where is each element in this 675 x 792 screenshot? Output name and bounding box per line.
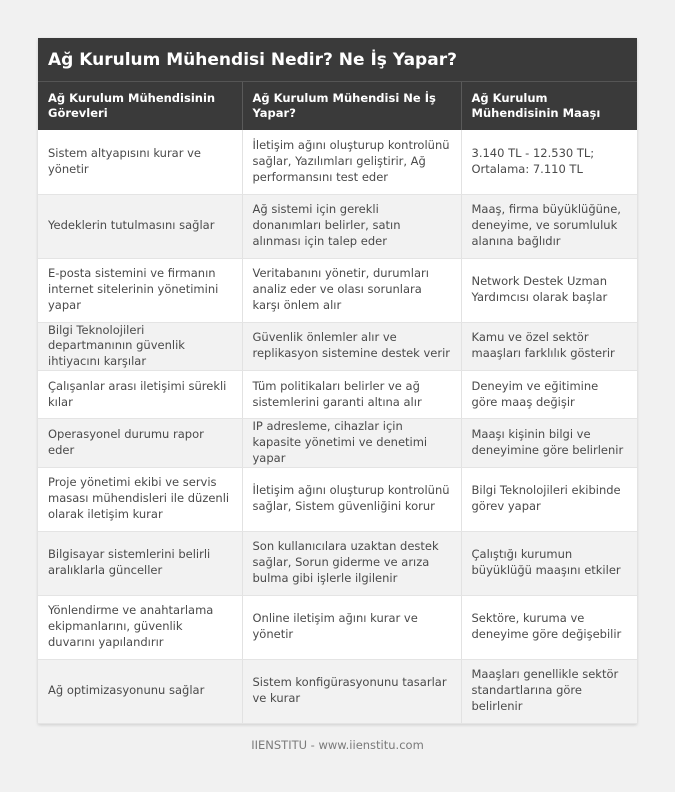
table-row bbox=[38, 531, 637, 595]
table-row bbox=[38, 258, 637, 322]
table-cell: İletişim ağını oluşturup kontrolünü sağlar, Yazılımları geliştirir, Ağ performansını test eder bbox=[242, 130, 461, 194]
table-row bbox=[38, 194, 637, 258]
table-cell: Maaşları genellikle sektör standartlarına göre belirlenir bbox=[461, 659, 637, 723]
table-cell: Sistem konfigürasyonunu tasarlar ve kurar bbox=[242, 659, 461, 723]
header-row bbox=[38, 82, 637, 130]
table-cell: Bilgi Teknolojileri ekibinde görev yapar bbox=[461, 467, 637, 531]
table-cell: Çalıştığı kurumun büyüklüğü maaşını etkiler bbox=[461, 531, 637, 595]
column-header-salary: Ağ Kurulum Mühendisinin Maaşı bbox=[461, 82, 637, 130]
table-cell: Yönlendirme ve anahtarlama ekipmanlarını, güvenlik duvarını yapılandırır bbox=[38, 595, 242, 659]
table-cell: Deneyim ve eğitimine göre maaş değişir bbox=[461, 371, 637, 419]
table-cell: Çalışanlar arası iletişimi sürekli kılar bbox=[38, 371, 242, 419]
table-row bbox=[38, 130, 637, 194]
table-cell: Bilgi Teknolojileri departmanının güvenlik ihtiyacını karşılar bbox=[38, 322, 242, 371]
table-cell: IP adresleme, cihazlar için kapasite yönetimi ve denetimi yapar bbox=[242, 419, 461, 468]
table-cell: 3.140 TL - 12.530 TL; Ortalama: 7.110 TL bbox=[461, 130, 637, 194]
table-row bbox=[38, 419, 637, 468]
table-cell: Ağ sistemi için gerekli donanımları belirler, satın alınması için talep eder bbox=[242, 194, 461, 258]
table-title: Ağ Kurulum Mühendisi Nedir? Ne İş Yapar? bbox=[38, 38, 637, 82]
table-cell: Tüm politikaları belirler ve ağ sistemlerini garanti altına alır bbox=[242, 371, 461, 419]
table-cell: Proje yönetimi ekibi ve servis masası mühendisleri ile düzenli olarak iletişim kurar bbox=[38, 467, 242, 531]
table-cell: Güvenlik önlemler alır ve replikasyon sistemine destek verir bbox=[242, 322, 461, 371]
table-cell: Sektöre, kuruma ve deneyime göre değişebilir bbox=[461, 595, 637, 659]
table-cell: Network Destek Uzman Yardımcısı olarak başlar bbox=[461, 258, 637, 322]
column-header-duties: Ağ Kurulum Mühendisinin Görevleri bbox=[38, 82, 242, 130]
table-row bbox=[38, 322, 637, 371]
footer-credit: IIENSTITU - www.iienstitu.com bbox=[251, 738, 424, 752]
table-cell: Operasyonel durumu rapor eder bbox=[38, 419, 242, 468]
table-cell: Sistem altyapısını kurar ve yönetir bbox=[38, 130, 242, 194]
table-cell: Yedeklerin tutulmasını sağlar bbox=[38, 194, 242, 258]
table-cell: İletişim ağını oluşturup kontrolünü sağlar, Sistem güvenliğini korur bbox=[242, 467, 461, 531]
table-cell: Ağ optimizasyonunu sağlar bbox=[38, 659, 242, 723]
table-card bbox=[38, 38, 637, 724]
table-row bbox=[38, 595, 637, 659]
table-cell: Kamu ve özel sektör maaşları farklılık gösterir bbox=[461, 322, 637, 371]
column-header-what-they-do: Ağ Kurulum Mühendisi Ne İş Yapar? bbox=[242, 82, 461, 130]
table-row bbox=[38, 467, 637, 531]
table-cell: Bilgisayar sistemlerini belirli aralıklarla günceller bbox=[38, 531, 242, 595]
table-cell: E-posta sistemini ve firmanın internet sitelerinin yönetimini yapar bbox=[38, 258, 242, 322]
table-cell: Online iletişim ağını kurar ve yönetir bbox=[242, 595, 461, 659]
table-cell: Son kullanıcılara uzaktan destek sağlar, Sorun giderme ve arıza bulma gibi işlerle ilgilenir bbox=[242, 531, 461, 595]
table-cell: Maaşı kişinin bilgi ve deneyimine göre belirlenir bbox=[461, 419, 637, 468]
table-row bbox=[38, 659, 637, 723]
table-row bbox=[38, 371, 637, 419]
data-table bbox=[38, 82, 637, 724]
table-cell: Maaş, firma büyüklüğüne, deneyime, ve sorumluluk alanına bağlıdır bbox=[461, 194, 637, 258]
table-cell: Veritabanını yönetir, durumları analiz eder ve olası sorunlara karşı önlem alır bbox=[242, 258, 461, 322]
